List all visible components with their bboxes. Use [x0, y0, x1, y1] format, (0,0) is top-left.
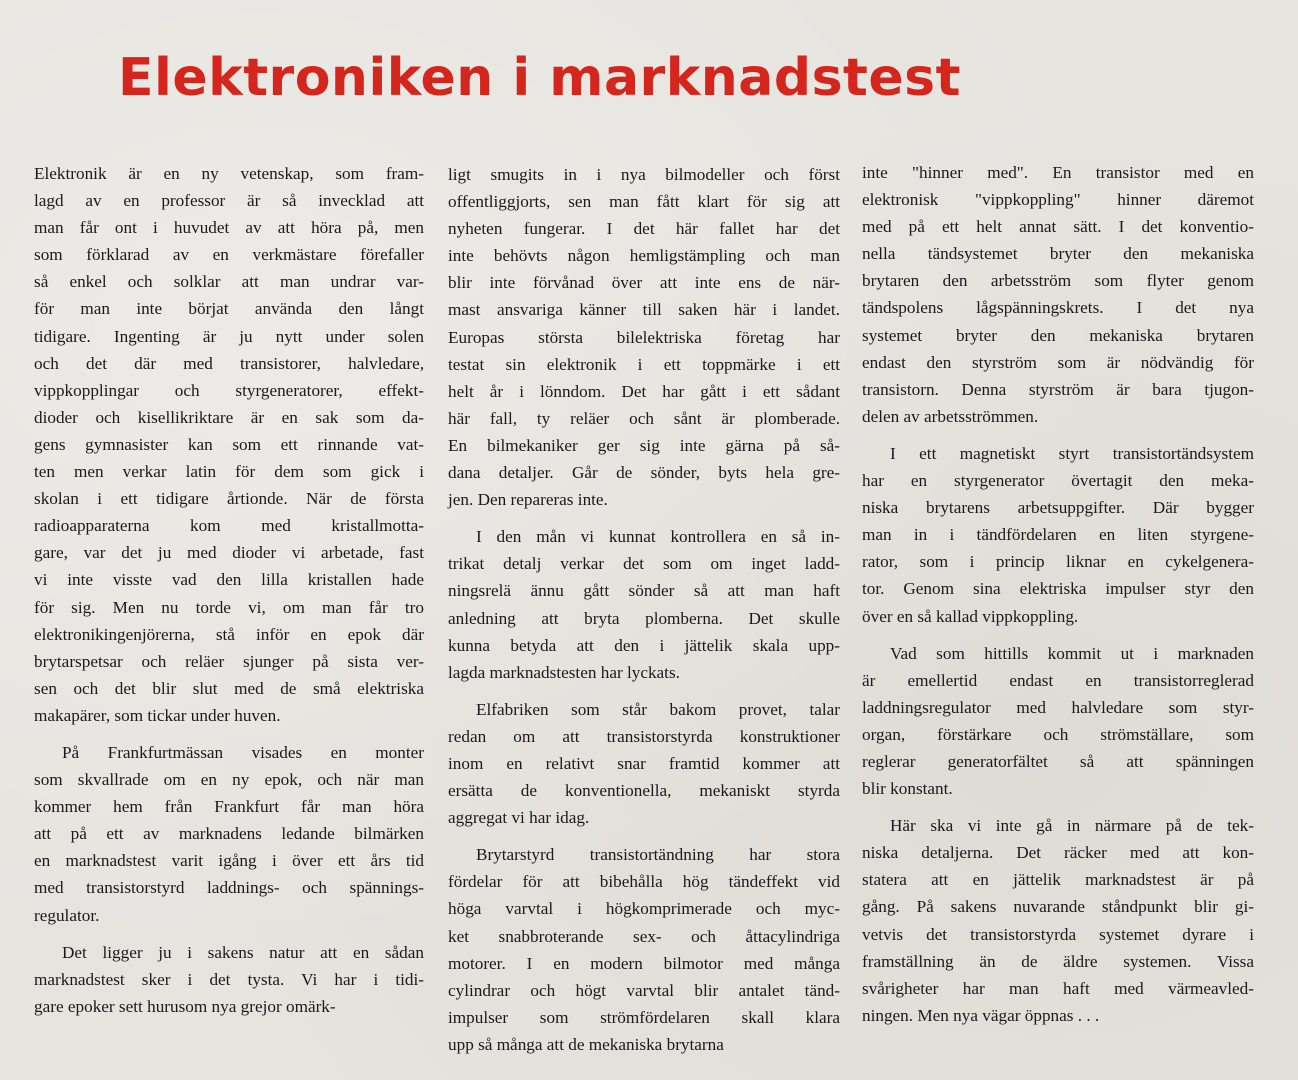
article-column-2 — [448, 161, 840, 1058]
text-line: inte "hinner med". En transistor med en — [862, 163, 1254, 182]
text-line: som skvallrade om en ny epok, och när man — [34, 770, 424, 790]
text-line: vi inte visste vad den lilla kristallen hade — [34, 570, 424, 590]
text-line: gare, var det ju med dioder vi arbetade, fast — [34, 543, 424, 563]
paragraph — [34, 739, 424, 929]
text-line: inte behövts någon hemligstämpling och man — [448, 246, 840, 266]
paragraph — [862, 640, 1254, 803]
text-line: dioder och kisellikriktare är en sak som da- — [34, 407, 424, 427]
text-line: Elfabriken som står bakom provet, talar — [476, 699, 840, 719]
text-line: att på ett av marknadens ledande bilmärken — [34, 824, 424, 844]
text-line: I den mån vi kunnat kontrollera en så in- — [476, 527, 840, 547]
text-line: tidigare. Ingenting är ju nytt under solen — [34, 326, 424, 346]
text-line: blir inte förvånad över att inte ens de när- — [448, 273, 840, 293]
text-line: har en styrgenerator övertagit den meka- — [862, 471, 1254, 491]
text-line: anledning att bryta plomberna. Det skulle — [448, 608, 840, 628]
text-line: En bilmekaniker ger sig inte gärna på så- — [448, 435, 840, 455]
text-line: helt år i lönndom. Det har gått i ett sådant — [448, 381, 840, 401]
paragraph — [448, 523, 840, 686]
text-line: gare epoker sett hurusom nya grejor omärk- — [34, 996, 336, 1016]
text-line: mast ansvariga känner till saken här i landet. — [448, 300, 840, 320]
text-line: redan om att transistorstyrda konstruktioner — [448, 726, 840, 746]
text-line: nyheten fungerar. I det här fallet har det — [448, 219, 840, 239]
text-line: ersätta de konventionella, mekaniskt styrda — [448, 781, 840, 801]
text-line: nella tändsystemet bryter den mekaniska — [862, 244, 1254, 264]
text-line: vippkopplingar och styrgeneratorer, effekt- — [34, 380, 424, 400]
text-line: ningsrelä ännu gått sönder så att man haft — [448, 581, 840, 601]
paragraph — [34, 939, 424, 1020]
text-line: gens gymnasister kan som ett rinnande vat- — [34, 434, 424, 454]
text-line: upp så många att de mekaniska brytarna — [448, 1034, 724, 1054]
text-line: reglerar generatorfältet så att spänningen — [862, 751, 1254, 771]
text-line: dana detaljer. Går de sönder, byts hela gre- — [448, 463, 840, 483]
text-line: tändspolens lågspänningskrets. I det nya — [862, 298, 1254, 318]
text-line: niska brytarens arbetsuppgifter. Där bygger — [862, 498, 1254, 518]
paragraph — [862, 159, 1254, 430]
text-line: ten men verkar latin för dem som gick i — [34, 462, 424, 482]
text-line: jen. Den repareras inte. — [448, 490, 608, 510]
text-line: kunna betyda att den i jättelik skala upp- — [448, 635, 840, 655]
text-line: radioapparaterna kom med kristallmotta- — [34, 516, 424, 536]
text-line: över en så kallad vippkoppling. — [862, 606, 1079, 626]
text-line: marknadstest sker i det tysta. Vi har i tidi- — [34, 969, 424, 989]
text-line: ningen. Men nya vägar öppnas . . . — [862, 1005, 1100, 1025]
text-line: sen och det blir slut med de små elektriska — [34, 678, 424, 698]
text-line: Europas största bilelektriska företag har — [448, 327, 840, 347]
text-line: fördelar för att bibehålla hög tändeffekt vid — [448, 872, 840, 892]
text-line: Det ligger ju i sakens natur att en sådan — [62, 942, 424, 962]
text-line: makapärer, som tickar under huven. — [34, 705, 281, 725]
text-line: elektronisk "vippkoppling" hinner däremot — [862, 190, 1254, 210]
text-line: trikat detalj verkar det som om inget ladd- — [448, 554, 840, 574]
text-line: med transistorstyrd laddnings- och spännings- — [34, 878, 424, 898]
text-line: brytarspetsar och reläer sjunger på sista ver- — [34, 651, 424, 671]
text-line: skolan i ett tidigare årtionde. När de första — [34, 489, 424, 509]
text-line: kommer hem från Frankfurt får man höra — [34, 797, 424, 817]
text-line: endast den styrström som är nödvändig för — [862, 352, 1254, 372]
text-line: gång. På sakens nuvarande ståndpunkt blir gi- — [862, 897, 1254, 917]
text-line: brytaren den arbetsström som flyter genom — [862, 271, 1254, 291]
text-line: Elektronik är en ny vetenskap, som fram- — [34, 164, 424, 183]
text-line: och det där med transistorer, halvledare, — [34, 353, 424, 373]
text-line: man får ont i huvudet av att höra på, men — [34, 218, 424, 238]
text-line: med på ett helt annat sätt. I det konventio- — [862, 217, 1254, 237]
text-line: aggregat vi har idag. — [448, 808, 590, 828]
text-line: här fall, ty reläer och sånt är plomberade. — [448, 408, 840, 428]
article-column-3 — [862, 159, 1254, 1029]
text-line: så enkel och solklar att man undrar var- — [34, 272, 424, 292]
text-line: höga varvtal i högkomprimerade och myc- — [448, 899, 840, 919]
text-line: är emellertid endast en transistorreglerad — [862, 670, 1254, 690]
text-line: offentliggjorts, sen man fått klart för sig att — [448, 192, 840, 212]
text-line: impulser som strömfördelaren skall klara — [448, 1007, 840, 1027]
text-line: lagda marknadstesten har lyckats. — [448, 662, 680, 682]
text-line: för man inte börjat använda den långt — [34, 299, 424, 319]
paragraph — [448, 161, 840, 513]
text-line: transistorn. Denna styrström är bara tjugon- — [862, 379, 1254, 399]
text-line: en marknadstest varit igång i över ett års tid — [34, 851, 424, 871]
text-line: statera att en jättelik marknadstest är på — [862, 870, 1254, 890]
paragraph — [862, 440, 1254, 630]
text-line: Här ska vi inte gå in närmare på de tek- — [890, 816, 1254, 836]
text-line: som förklarad av en verkmästare förefaller — [34, 245, 424, 265]
text-line: svårigheter har man haft med värmeavled- — [862, 978, 1254, 998]
text-line: organ, förstärkare och strömställare, som — [862, 724, 1254, 744]
text-line: testat sin elektronik i ett toppmärke i ett — [448, 354, 840, 374]
text-line: lagd av en professor är så invecklad att — [34, 191, 424, 211]
text-line: delen av arbetsströmmen. — [862, 406, 1039, 426]
paragraph — [862, 812, 1254, 1029]
text-line: man in i tändfördelaren en liten styrgene- — [862, 525, 1254, 545]
text-line: rator, som i princip liknar en cykelgenera- — [862, 552, 1254, 572]
text-line: niska detaljerna. Det räcker med att kon- — [862, 843, 1254, 863]
text-line: motorer. I en modern bilmotor med många — [448, 953, 840, 973]
text-line: inom en relativt snar framtid kommer att — [448, 753, 840, 773]
text-line: ligt smugits in i nya bilmodeller och först — [448, 165, 840, 184]
text-line: för sig. Men nu torde vi, om man får tro — [34, 597, 424, 617]
paragraph — [34, 160, 424, 729]
text-line: regulator. — [34, 905, 100, 925]
text-line: systemet bryter den mekaniska brytaren — [862, 325, 1254, 345]
text-line: elektronikingenjörerna, stå inför en epok där — [34, 624, 424, 644]
text-line: framställning än de äldre systemen. Vissa — [862, 951, 1254, 971]
text-line: ket snabbroterande sex- och åttacylindriga — [448, 926, 840, 946]
text-line: laddningsregulator med halvledare som styr- — [862, 697, 1254, 717]
article-title: Elektroniken i marknadstest — [118, 48, 961, 108]
text-line: blir konstant. — [862, 779, 953, 799]
text-line: Vad som hittills kommit ut i marknaden — [890, 643, 1254, 663]
text-line: cylindrar och högt varvtal blir antalet tänd- — [448, 980, 840, 1000]
text-line: vetvis det transistorstyrda systemet dyrare i — [862, 924, 1254, 944]
text-line: Brytarstyrd transistortändning har stora — [476, 845, 840, 865]
paragraph — [448, 696, 840, 831]
text-line: I ett magnetiskt styrt transistortändsystem — [890, 443, 1254, 463]
paragraph — [448, 841, 840, 1058]
article-column-1 — [34, 160, 424, 1020]
text-line: På Frankfurtmässan visades en monter — [62, 742, 424, 762]
text-line: tor. Genom sina elektriska impulser styr den — [862, 579, 1254, 599]
